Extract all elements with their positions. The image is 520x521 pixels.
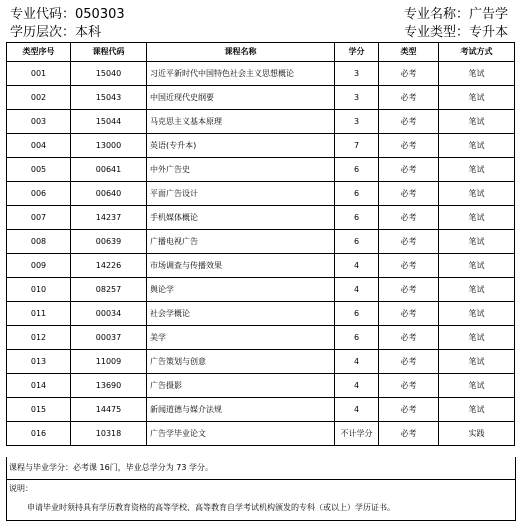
table-row [7, 254, 515, 278]
cell-credit: 4 [335, 398, 379, 422]
cell-name: 习近平新时代中国特色社会主义思想概论 [147, 62, 335, 86]
major-code-value: 050303 [75, 7, 125, 22]
cell-code: 15043 [71, 86, 147, 110]
cell-type: 必考 [379, 422, 439, 446]
cell-code: 13690 [71, 374, 147, 398]
cell-code: 11009 [71, 350, 147, 374]
cell-seq: 011 [7, 302, 71, 326]
table-row [7, 302, 515, 326]
cell-code: 00639 [71, 230, 147, 254]
cell-exam: 实践 [439, 422, 515, 446]
cell-code: 00641 [71, 158, 147, 182]
cell-credit: 6 [335, 326, 379, 350]
major-name-label: 专业名称： [403, 7, 469, 22]
type-label: 专业类型： [403, 25, 469, 40]
cell-type: 必考 [379, 374, 439, 398]
cell-type: 必考 [379, 254, 439, 278]
cell-code: 15040 [71, 62, 147, 86]
cell-exam: 笔试 [439, 326, 515, 350]
cell-seq: 002 [7, 86, 71, 110]
cell-code: 14237 [71, 206, 147, 230]
col-header-type: 类型 [379, 43, 439, 62]
cell-name: 广告策划与创意 [147, 350, 335, 374]
cell-credit: 4 [335, 374, 379, 398]
cell-name: 手机媒体概论 [147, 206, 335, 230]
major-type [404, 22, 508, 44]
cell-type: 必考 [379, 62, 439, 86]
cell-seq: 010 [7, 278, 71, 302]
cell-exam: 笔试 [439, 62, 515, 86]
cell-exam: 笔试 [439, 182, 515, 206]
cell-seq: 014 [7, 374, 71, 398]
cell-name: 社会学概论 [147, 302, 335, 326]
cell-exam: 笔试 [439, 158, 515, 182]
cell-code: 00640 [71, 182, 147, 206]
col-header-name: 课程名称 [147, 43, 335, 62]
cell-credit: 3 [335, 110, 379, 134]
major-code-label: 专业代码： [10, 7, 76, 22]
cell-code: 14226 [71, 254, 147, 278]
cell-name: 中外广告史 [147, 158, 335, 182]
cell-credit: 4 [335, 350, 379, 374]
cell-code: 10318 [71, 422, 147, 446]
cell-seq: 012 [7, 326, 71, 350]
credit-summary: 课程与毕业学分：必考课 16门，毕业总学分为 73 学分。 [6, 457, 516, 480]
cell-exam: 笔试 [439, 398, 515, 422]
col-header-exam: 考试方式 [439, 43, 515, 62]
col-header-code: 课程代码 [71, 43, 147, 62]
cell-name: 舆论学 [147, 278, 335, 302]
cell-seq: 008 [7, 230, 71, 254]
cell-credit: 4 [335, 254, 379, 278]
cell-credit: 3 [335, 86, 379, 110]
course-table-body [7, 62, 515, 446]
cell-type: 必考 [379, 326, 439, 350]
cell-credit: 6 [335, 206, 379, 230]
table-row [7, 278, 515, 302]
table-row [7, 374, 515, 398]
cell-type: 必考 [379, 134, 439, 158]
table-row [7, 230, 515, 254]
table-row [7, 422, 515, 446]
table-row [7, 326, 515, 350]
level-value: 本科 [75, 25, 102, 40]
cell-name: 英语(专升本) [147, 134, 335, 158]
cell-code: 14475 [71, 398, 147, 422]
table-header-row [7, 43, 515, 62]
cell-code: 15044 [71, 110, 147, 134]
cell-exam: 笔试 [439, 302, 515, 326]
cell-exam: 笔试 [439, 86, 515, 110]
cell-credit: 3 [335, 62, 379, 86]
cell-name: 美学 [147, 326, 335, 350]
cell-type: 必考 [379, 182, 439, 206]
cell-credit: 6 [335, 182, 379, 206]
course-table [6, 42, 515, 446]
cell-code: 08257 [71, 278, 147, 302]
cell-exam: 笔试 [439, 254, 515, 278]
header-row-2 [0, 22, 520, 44]
table-row [7, 62, 515, 86]
cell-name: 广告学毕业论文 [147, 422, 335, 446]
cell-name: 广播电视广告 [147, 230, 335, 254]
cell-exam: 笔试 [439, 350, 515, 374]
type-value: 专升本 [468, 25, 508, 40]
table-row [7, 398, 515, 422]
cell-type: 必考 [379, 398, 439, 422]
cell-seq: 007 [7, 206, 71, 230]
cell-seq: 001 [7, 62, 71, 86]
cell-exam: 笔试 [439, 374, 515, 398]
cell-type: 必考 [379, 230, 439, 254]
cell-type: 必考 [379, 110, 439, 134]
cell-exam: 笔试 [439, 278, 515, 302]
cell-code: 13000 [71, 134, 147, 158]
cell-type: 必考 [379, 206, 439, 230]
notes-content: 申请毕业时须持具有学历教育资格的高等学校、高等教育自学考试机构颁发的专科（或以上）学历证书。 [27, 503, 395, 512]
table-row [7, 182, 515, 206]
cell-seq: 006 [7, 182, 71, 206]
cell-credit: 7 [335, 134, 379, 158]
col-header-credit: 学分 [335, 43, 379, 62]
level-label: 学历层次： [10, 25, 76, 40]
table-row [7, 350, 515, 374]
cell-type: 必考 [379, 302, 439, 326]
cell-type: 必考 [379, 86, 439, 110]
cell-seq: 004 [7, 134, 71, 158]
table-row [7, 206, 515, 230]
table-row [7, 110, 515, 134]
cell-name: 市场调查与传播效果 [147, 254, 335, 278]
cell-name: 中国近现代史纲要 [147, 86, 335, 110]
cell-name: 马克思主义基本原理 [147, 110, 335, 134]
cell-credit: 4 [335, 278, 379, 302]
cell-code: 00034 [71, 302, 147, 326]
cell-exam: 笔试 [439, 230, 515, 254]
cell-name: 平面广告设计 [147, 182, 335, 206]
cell-seq: 015 [7, 398, 71, 422]
table-row [7, 158, 515, 182]
table-row [7, 134, 515, 158]
notes-title: 说明： [9, 484, 33, 493]
cell-exam: 笔试 [439, 134, 515, 158]
cell-exam: 笔试 [439, 110, 515, 134]
table-row [7, 86, 515, 110]
cell-exam: 笔试 [439, 206, 515, 230]
cell-credit: 6 [335, 230, 379, 254]
cell-name: 新闻道德与媒介法规 [147, 398, 335, 422]
education-level [10, 22, 101, 44]
cell-credit: 不计学分 [335, 422, 379, 446]
cell-seq: 005 [7, 158, 71, 182]
col-header-seq: 类型序号 [7, 43, 71, 62]
notes-box [6, 480, 516, 521]
cell-seq: 009 [7, 254, 71, 278]
cell-type: 必考 [379, 158, 439, 182]
cell-credit: 6 [335, 158, 379, 182]
cell-name: 广告摄影 [147, 374, 335, 398]
cell-seq: 003 [7, 110, 71, 134]
cell-type: 必考 [379, 278, 439, 302]
cell-credit: 6 [335, 302, 379, 326]
cell-code: 00037 [71, 326, 147, 350]
major-name-value: 广告学 [468, 7, 508, 22]
cell-seq: 016 [7, 422, 71, 446]
cell-type: 必考 [379, 350, 439, 374]
cell-seq: 013 [7, 350, 71, 374]
